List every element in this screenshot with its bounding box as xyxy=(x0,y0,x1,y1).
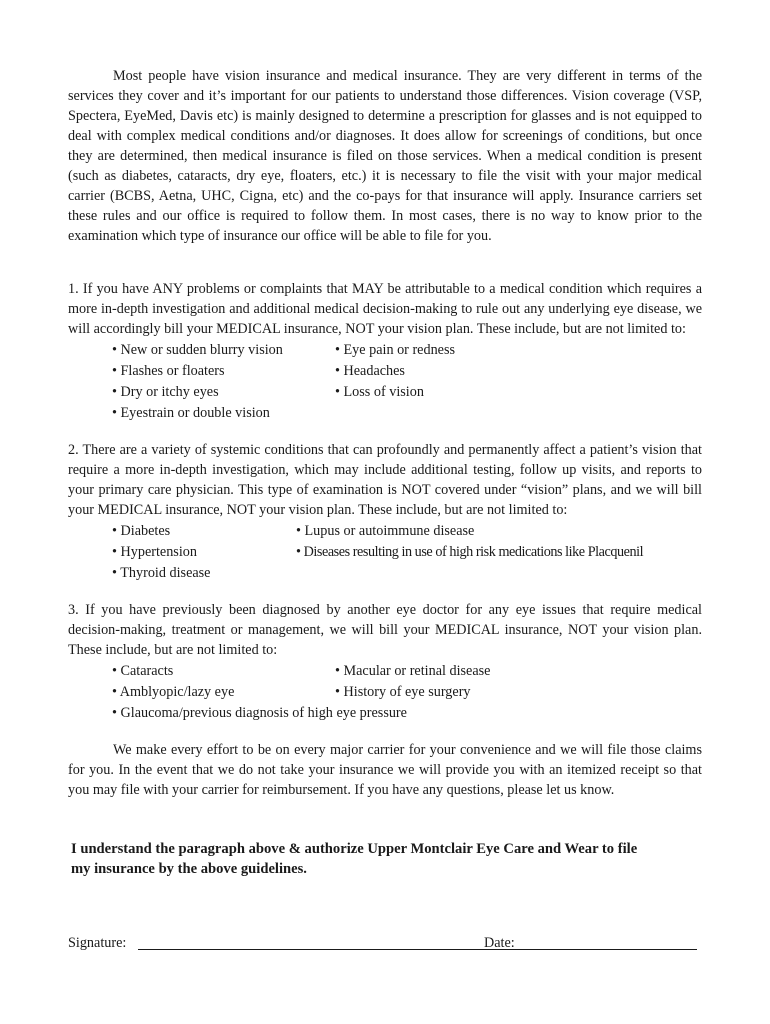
list-item: • Macular or retinal disease xyxy=(335,663,491,679)
list-item: • Diseases resulting in use of high risk medications like Placquenil xyxy=(296,544,644,560)
list-item: • Eye pain or redness xyxy=(335,342,456,358)
section-1-text: 1. If you have ANY problems or complaints that MAY be attributable to a medical condition which requires a more in-depth investigation and additional medical decision-making to rule out any underlying eye disease, we will accordingly bill your MEDICAL insurance, NOT your vision plan. These include, but are not limited to: xyxy=(68,281,702,337)
section-2 xyxy=(68,440,702,583)
list-item: • Dry or itchy eyes xyxy=(112,384,219,400)
authorization-line-2: my insurance by the above guidelines. xyxy=(71,861,307,877)
list-row xyxy=(68,542,702,563)
list-row xyxy=(68,682,702,703)
list-item: • Glaucoma/previous diagnosis of high eye pressure xyxy=(112,705,407,721)
list-item: • Amblyopic/lazy eye xyxy=(112,684,235,700)
signature-label: Signature: xyxy=(68,935,127,951)
list-item: • Thyroid disease xyxy=(112,565,211,581)
list-item: • Headaches xyxy=(335,363,405,379)
list-item: • New or sudden blurry vision xyxy=(112,342,283,358)
authorization-line-1: I understand the paragraph above & authorize Upper Montclair Eye Care and Wear to file xyxy=(71,841,638,857)
list-row xyxy=(68,382,702,403)
section-3-list xyxy=(68,661,702,723)
date-line[interactable] xyxy=(524,949,697,950)
section-3-text: 3. If you have previously been diagnosed by another eye doctor for any eye issues that require medical decision-making, treatment or management, we will bill your MEDICAL insurance, NOT your vision plan. These include, but are not limited to: xyxy=(68,602,702,658)
list-row xyxy=(68,340,702,361)
section-2-list xyxy=(68,521,702,583)
list-row xyxy=(68,661,702,682)
list-item: • Diabetes xyxy=(112,523,171,539)
list-row xyxy=(68,403,702,423)
section-1-list xyxy=(68,340,702,423)
list-item: • Cataracts xyxy=(112,663,174,679)
section-2-text: 2. There are a variety of systemic conditions that can profoundly and permanently affect a patient’s vision that require a more in-depth investigation, which may include additional testing, follow up visits, and reports to your primary care physician. This type of examination is NOT covered under “vision” plans, and we will bill your MEDICAL insurance, NOT your vision plan. These include, but are not limited to: xyxy=(68,442,702,518)
intro-paragraph: Most people have vision insurance and medical insurance. They are very different in terms of the services they cover and it’s important for our patients to understand those differences. Vision coverage (VSP, Spectera, EyeMed, Davis etc) is mainly designed to determine a prescription for glasses and is not equipped to deal with complex medical conditions and/or diagnoses. It does allow for screenings of conditions, but once they are determined, then medical insurance is filed on those services. When a medical condition is present (such as diabetes, cataracts, dry eye, floaters, etc.) it is necessary to file the visit with your major medical carrier (BCBS, Aetna, UHC, Cigna, etc) and the co-pays for that insurance will apply. Insurance carriers set these rules and our office is required to follow them. In most cases, there is no way to know prior to the examination which type of insurance our office will be able to file for you. xyxy=(68,68,702,244)
signature-row xyxy=(68,933,708,955)
list-row xyxy=(68,563,702,583)
section-3 xyxy=(68,600,702,723)
list-item: • Hypertension xyxy=(112,544,197,560)
list-item: • Eyestrain or double vision xyxy=(112,405,270,421)
date-label: Date: xyxy=(484,935,515,951)
authorization-statement xyxy=(71,839,711,879)
section-1 xyxy=(68,279,702,423)
list-item: • Loss of vision xyxy=(335,384,424,400)
list-row xyxy=(68,703,702,723)
list-item: • Flashes or floaters xyxy=(112,363,225,379)
list-item: • History of eye surgery xyxy=(335,684,471,700)
closing-paragraph: We make every effort to be on every major carrier for your convenience and we will file those claims for you. In the event that we do not take your insurance we will provide you with an itemized receipt so that you may file with your carrier for reimbursement. If you have any questions, please let us know. xyxy=(68,742,702,798)
list-row xyxy=(68,361,702,382)
list-item: • Lupus or autoimmune disease xyxy=(296,523,475,539)
list-row xyxy=(68,521,702,542)
